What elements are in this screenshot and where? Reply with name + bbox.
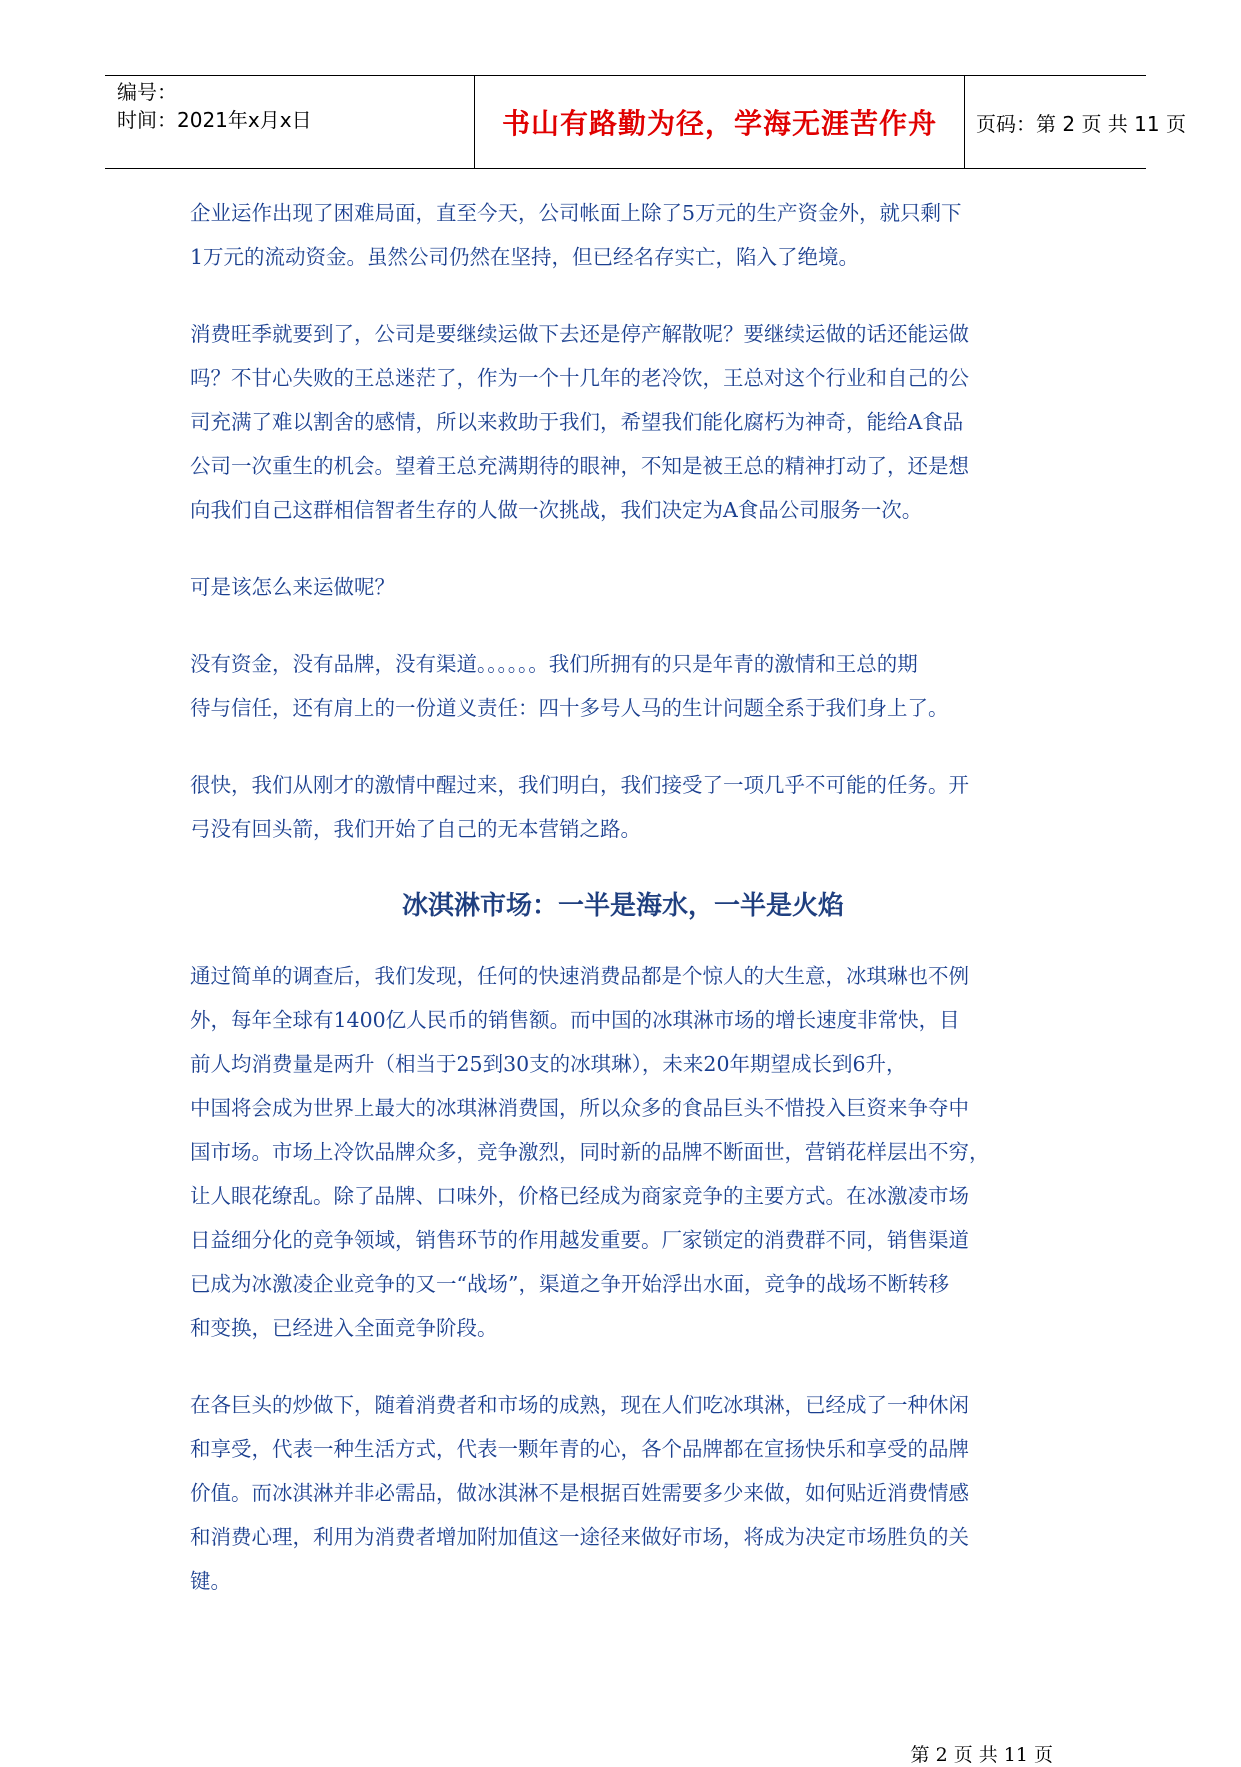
text-line: 很快，我们从刚才的激情中醒过来，我们明白，我们接受了一项几乎不可能的任务。开 (190, 773, 969, 797)
text-line: 和消费心理，利用为消费者增加附加值这一途径来做好市场，将成为决定市场胜负的关 (190, 1525, 969, 1549)
paragraph (190, 642, 1056, 730)
text-line: 没有资金，没有品牌，没有渠道。。。。。。我们所拥有的只是年青的激情和王总的期 (190, 652, 918, 676)
text-line: 让人眼花缭乱。除了品牌、口味外，价格已经成为商家竞争的主要方式。在冰激凌市场 (190, 1184, 969, 1208)
text-line: 前人均消费量是两升（相当于25到30支的冰琪琳），未来20年期望成长到6升， (190, 1052, 907, 1076)
text-line: 和享受，代表一种生活方式，代表一颗年青的心，各个品牌都在宣扬快乐和享受的品牌 (190, 1437, 969, 1461)
text-line: 日益细分化的竞争领域，销售环节的作用越发重要。厂家锁定的消费群不同，销售渠道 (190, 1228, 969, 1252)
text-line: 国市场。市场上冷饮品牌众多，竞争激烈，同时新的品牌不断面世，营销花样层出不穷， (190, 1140, 990, 1164)
section-heading: 冰淇淋市场：一半是海水，一半是火焰 (401, 891, 844, 921)
time-label: 时间：2021年x月x日 (117, 108, 312, 132)
document-body (190, 191, 1056, 1636)
header-motto: 书山有路勤为径，学海无涯苦作舟 (501, 107, 937, 140)
paragraph (190, 191, 1056, 279)
text-line: 通过简单的调查后，我们发现，任何的快速消费品都是个惊人的大生意，冰琪琳也不例 (190, 964, 969, 988)
text-line: 公司一次重生的机会。望着王总充满期待的眼神，不知是被王总的精神打动了，还是想 (190, 454, 969, 478)
header-divider (964, 76, 965, 168)
text-line: 在各巨头的炒做下，随着消费者和市场的成熟，现在人们吃冰琪淋，已经成了一种休闲 (190, 1393, 969, 1417)
paragraph (190, 1383, 1056, 1603)
text-line: 弓没有回头箭，我们开始了自己的无本营销之路。 (190, 817, 641, 841)
number-label: 编号： (117, 80, 177, 104)
text-line: 司充满了难以割舍的感情，所以来救助于我们，希望我们能化腐朽为神奇，能给A食品 (190, 410, 964, 434)
text-line: 吗？不甘心失败的王总迷茫了，作为一个十几年的老冷饮，王总对这个行业和自己的公 (190, 366, 969, 390)
header-meta (117, 76, 474, 168)
text-line: 已成为冰激凌企业竞争的又一“战场”，渠道之争开始浮出水面，竞争的战场不断转移 (190, 1272, 949, 1296)
text-line: 待与信任，还有肩上的一份道义责任：四十多号人马的生计问题全系于我们身上了。 (190, 696, 949, 720)
text-line: 和变换，已经进入全面竞争阶段。 (190, 1316, 498, 1340)
header-page-code: 页码：第 2 页 共 11 页 (976, 111, 1186, 136)
paragraph (190, 312, 1056, 532)
text-line: 消费旺季就要到了，公司是要继续运做下去还是停产解散呢？要继续运做的话还能运做 (190, 322, 969, 346)
page-header (105, 75, 1186, 169)
text-line: 向我们自己这群相信智者生存的人做一次挑战，我们决定为A食品公司服务一次。 (190, 498, 923, 522)
paragraph (190, 565, 1056, 609)
text-line: 1万元的流动资金。虽然公司仍然在坚持，但已经名存实亡，陷入了绝境。 (190, 245, 860, 269)
paragraph (190, 763, 1056, 851)
paragraph (190, 954, 1056, 1350)
text-line: 可是该怎么来运做呢？ (190, 575, 395, 599)
text-line: 中国将会成为世界上最大的冰琪淋消费国，所以众多的食品巨头不惜投入巨资来争夺中 (190, 1096, 969, 1120)
text-line: 外，每年全球有1400亿人民币的销售额。而中国的冰琪淋市场的增长速度非常快，目 (190, 1008, 960, 1032)
text-line: 企业运作出现了困难局面，直至今天，公司帐面上除了5万元的生产资金外，就只剩下 (190, 201, 962, 225)
text-line: 价值。而冰淇淋并非必需品，做冰淇淋不是根据百姓需要多少来做，如何贴近消费情感 (190, 1481, 969, 1505)
text-line: 键。 (190, 1569, 231, 1593)
page-footer: 第 2 页 共 11 页 (910, 1744, 1053, 1766)
